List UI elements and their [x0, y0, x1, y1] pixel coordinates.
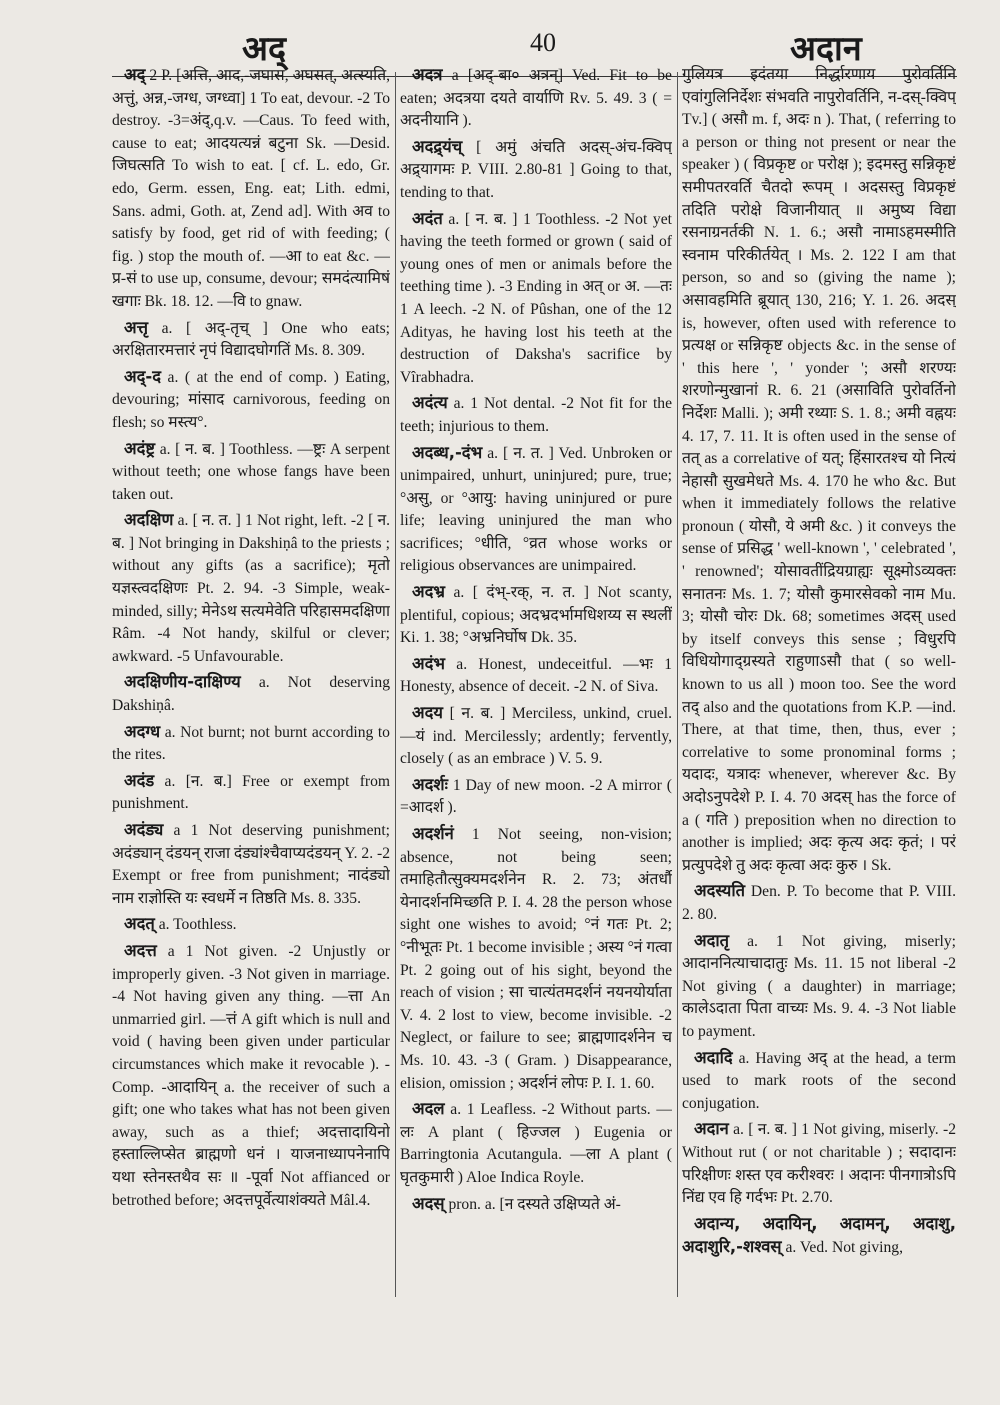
entry-definition: Den. P. To become that P. VIII. 2. 80. — [682, 883, 956, 923]
dictionary-entry — [112, 438, 390, 507]
entry-headword: अदान — [694, 1119, 729, 1139]
dictionary-entry — [112, 770, 390, 816]
entry-headword: अदत्र — [412, 65, 443, 84]
dictionary-entry — [400, 653, 672, 699]
column-2 — [400, 64, 672, 1296]
entry-definition: a 1 Not given. -2 Unjustly or improperly given. -3 Not given in marriage. -4 Not having given any thing. —त्ता An unmarried girl. —त्तं A gift which is null and void ( having been given under particular circumstances which make it revocable ). -Comp. -आदायिन् a. the receiver of such a gift; one who takes what has not been given away, such as a thief; अदत्तादायिनो हस्ताल्लिप्सेत ब्राह्मणो धनं । याजनाध्यापनेनापि यथा स्तेनस्तथैव सः ॥ -पूर्वा Not affianced or betrothed before; अदत्तपूर्वेत्याशंक्यते Mâl.4. — [112, 942, 390, 1209]
entry-headword: अदातृ — [694, 930, 730, 950]
entry-definition: a. [न. ब.] Free or exempt from punishment. — [112, 772, 390, 813]
entry-definition: a. [ न. ब. ] Toothless. —ष्ट्रः A serpent without teeth; one whose fangs have been taken out. — [112, 440, 390, 503]
dictionary-entry — [682, 1213, 956, 1260]
page-number: 40 — [530, 28, 556, 57]
dictionary-entry — [112, 913, 390, 937]
entry-headword: अद् — [124, 65, 146, 84]
dictionary-entry — [400, 136, 672, 205]
entry-headword: अदक्षिणीय-दाक्षिण्य — [124, 672, 241, 692]
entry-definition: a. Honest, undeceitful. —भः 1 Honesty, absence of deceit. -2 N. of Siva. — [400, 655, 672, 696]
dictionary-entry — [400, 208, 672, 390]
entry-headword: अदंत — [412, 208, 443, 228]
entry-headword: अदल — [412, 1099, 445, 1119]
entry-definition: a. 1 Not dental. -2 Not fit for the teeth; injurious to them. — [400, 395, 672, 435]
entry-definition: a. 1 Not giving, miserly; आदाननित्याचादातुः Ms. 11. 15 not liberal -2 Not giving ( a daughter) in marriage; कालेऽदाता पिता वाच्यः Ms. 9. 4. -3 Not liable to payment. — [682, 932, 956, 1040]
dictionary-entry — [400, 392, 672, 438]
entry-definition: a. Having अद् at the head, a term used to mark roots of the second conjugation. — [682, 1049, 956, 1112]
entry-headword: अदान्य, अदायिन्, अदामन्, अदाशु, अदाशुरि,-शश्वस् — [682, 1213, 956, 1257]
entry-definition: गुलियत्र इदंतया निर्द्धारणाय पुरोवर्तिनि एवांगुलिनिर्देशः संभवति नापुरोवर्तिनि, न-दस्-क्विप् Tv.] ( असौ m. f, अदः n ). That, ( referring to a person or thing not present or near the speaker ) ( विप्रकृष्ट or परोक्ष ); इदमस्तु सन्निकृष्टं समीपतरवर्ति चैतदो रूपम् । अदसस्तु विप्रकृष्टं तदिति परोक्षे विजानीयात् ॥ अमुष्य विद्या रसनाग्रनर्तकी N. 1. 6.; असौ नामाऽहमस्मीति स्वनाम परिकीर्तयेत् । Ms. 2. 122 I am that person, so and so (giving the name ); असावहमिति ब्रूयात् 130, 216; Y. 1. 26. अदस् is, however, often used with reference to प्रत्यक्ष or सन्निकृष्ट objects &c. in the sense of ' this here ', ' yonder '; असौ शरण्यः शरणोन्मुखानां R. 6. 21 (असाविति पुरोवर्तिनो निर्देशः Malli. ); अमी रथ्याः S. 1. 8.; अमी वह्नयः 4. 17, 7. 11. It is often used in the sense of तत् as a correlative of यत्; हिंसारतश्च यो नित्यं नेहासौ सुखमेधते Ms. 4. 170 he who &c. But when it immediately follows the relative pronoun ( योसौ, ये अमी &c. ) it conveys the sense of प्रसिद्ध ' well-known ', ' celebrated ', ' renowned'; योसावतींद्रियग्राह्यः सूक्ष्मोऽव्यक्तः सनातनः Ms. 1. 7; योसौ कुमारसेवको नाम Mu. 3; योसौ चोरः Dk. 68; sometimes अदस् used by itself conveys this sense ; विधुरपि विधियोगाद्ग्रस्यते राहुणाऽसौ that ( so well-known to us all ) moon too. See the word तद् also and the quotations from K.P. —ind. There, at that time, then, thus, ever ; correlative to some pronominal forms ; यदादः, यत्रादः whenever, wherever &c. By अदोऽनुपदेशे P. I. 4. 70 अदस् has the force of a ( गति ) preposition when no direction to another is implied; अदः कृत्य अदः कृतं; । परं प्रत्युपदेशे तु अदः कृत्वा अदः कुरु । Sk. — [682, 66, 956, 874]
entry-headword: अदय — [412, 703, 443, 723]
entry-headword: अदग्ध — [124, 721, 161, 741]
right-running-headword: अदान — [790, 29, 862, 69]
dictionary-entry — [112, 64, 390, 314]
entry-definition: a. [ अद्-तृच् ] One who eats; अरक्षितारमत्तारं नृपं विद्यादघोगतिं Ms. 8. 309. — [112, 319, 390, 360]
entry-definition: 1 Day of new moon. -2 A mirror ( =आदर्श ). — [400, 776, 672, 817]
entry-definition: a. [ न. त. ] 1 Not right, left. -2 [ न. ब. ] Not bringing in Dakshiṇâ to the priests ; without any gifts (as a sacrifice); मृतो यज्ञस्त्वदक्षिणः Pt. 2. 94. -3 Simple, weak-minded, silly; मेनेऽथ सत्यमेवेति परिहासमदक्षिणा Râm. -4 Not handy, skilful or clever; awkward. -5 Unfavourable. — [112, 512, 390, 665]
column-divider — [677, 72, 678, 1297]
entry-headword: अदर्शनं — [412, 824, 454, 843]
entry-headword: अदभ्र — [412, 582, 445, 602]
entry-definition: [ न. ब. ] Merciless, unkind, cruel. —यं ind. Mercilessly; ardently; fervently, closely ( as an embrace ) V. 5. 9. — [400, 705, 672, 768]
entry-headword: अदत् — [124, 914, 155, 934]
entry-headword: अदक्षिण — [124, 510, 174, 530]
entry-definition: a. [ न. ब. ] 1 Toothless. -2 Not yet having the teeth formed or grown ( said of young ones of men or animals before the teething time ). -3 Ending in अत् or अ. —तः 1 A leech. -2 N. of Pûshan, one of the 12 Adityas, he having lost his teeth at the destruction of Daksha's sacrifice by Vîrabhadra. — [400, 210, 672, 386]
entry-definition: a 1 Not deserving punishment; अदंड्यान् दंडयन् राजा दंड्यांश्चैवाप्यदंडयन् Y. 2. -2 Exempt or free from punishment; नादंड्यो नाम राज्ञोस्ति यः स्वधर्मे न तिष्ठति Ms. 8. 335. — [112, 822, 390, 907]
entry-headword: अदब्ध,-दंभ — [412, 442, 483, 462]
entry-headword: अदंष्ट्र — [124, 438, 156, 458]
entry-definition: a. [ दंभ्-रक्, न. त. ] Not scanty, plentiful, copious; अदभ्रदर्भामधिशय्य स स्थलीं Ki. 1. 38; °अभ्रनिर्घोष Dk. 35. — [400, 584, 672, 647]
entry-headword: अदंड — [124, 770, 155, 790]
column-1 — [112, 64, 390, 1296]
dictionary-entry — [112, 671, 390, 717]
column-divider — [395, 72, 396, 1297]
dictionary-entry — [400, 823, 672, 1095]
dictionary-entry — [112, 509, 390, 668]
entry-headword: अदर्शः — [412, 774, 448, 794]
dictionary-entry — [112, 940, 390, 1212]
entry-headword: अदद्र्यंच् — [412, 136, 463, 156]
entry-headword: अदत्त — [124, 940, 157, 960]
dictionary-entry — [400, 1098, 672, 1189]
entry-definition: a. 1 Leafless. -2 Without parts. —लः A plant ( हिज्जल ) Eugenia or Barringtonia Acutangula. —ला A plant ( घृतकुमारी ) Aloe Indica Royle. — [400, 1101, 672, 1186]
entry-definition: a. ( at the end of comp. ) Eating, devouring; मांसाद carnivorous, feeding on flesh; so मस्त्य°. — [112, 368, 390, 431]
dictionary-entry — [400, 702, 672, 771]
entry-definition: pron. a. [न दस्यते उक्षिप्यते अं- — [448, 1195, 621, 1213]
dictionary-entry — [682, 1047, 956, 1116]
entry-definition: a. Ved. Not giving, — [785, 1239, 903, 1257]
entry-headword: अदादि — [694, 1047, 733, 1067]
entry-headword: अत्तृ — [124, 317, 149, 337]
dictionary-entry — [112, 819, 390, 910]
dictionary-entry — [400, 774, 672, 820]
entry-headword: अदंत्य — [412, 393, 448, 413]
entry-definition: a. [ न. ब. ] 1 Not giving, miserly. -2 Without rut ( or not charitable ) ; सदादानः परिक्षीणः शस्त एव करीश्वरः । अदानः पीनगात्रोऽपि निंद्य एव हि गर्दभः Pt. 2.70. — [682, 1121, 956, 1207]
entry-definition: a. Not deserving Dakshiṇâ. — [112, 674, 390, 715]
entry-definition: [ अमुं अंचति अदस्-अंच-क्विप् अद्र्यागमः P. VIII. 2.80-81 ] Going to that, tending to that. — [400, 138, 672, 201]
dictionary-entry — [682, 930, 956, 1044]
dictionary-entry — [112, 366, 390, 435]
entry-headword: अदंड्य — [124, 820, 164, 839]
dictionary-entry — [112, 721, 390, 767]
column-3 — [682, 64, 956, 1296]
dictionary-entry — [112, 317, 390, 363]
entry-definition: 1 Not seeing, non-vision; absence, not being seen; तमाहितौत्सुक्यमदर्शनेन R. 2. 73; अंतर्धौ येनादर्शनमिच्छति P. I. 4. 28 the person whose sight one wishes to avoid; °नं गतः Pt. 2; °नीभूतः Pt. 1 become invisible ; अस्य °नं गत्वा Pt. 2 going out of his sight, beyond the reach of vision ; सा चात्यंतमदर्शनं नयनयोर्याता V. 4. 2 lost to view, become invisible. -2 Neglect, or failure to see; ब्राह्मणादर्शनेन च Ms. 10. 43. -3 ( Gram. ) Disappearance, elision, omission ; अदर्शनं लोपः P. I. 1. 60. — [400, 826, 672, 1092]
entry-headword: अदस् — [412, 1193, 445, 1213]
entry-definition: a. Not burnt; not burnt according to the rites. — [112, 723, 390, 764]
entry-headword: अद्-द — [124, 366, 161, 386]
entry-definition: a. [ न. त. ] Ved. Unbroken or unimpaired, unhurt, uninjured; pure, true; °असु, or °आयु: having uninjured or pure life; leaving uninjured the man who sacrifices; °धीति, °व्रत whose works or religious observances are unimpaired. — [400, 444, 672, 575]
dictionary-entry — [682, 1118, 956, 1209]
entry-definition: a [अद्-बा० अत्रन्] Ved. Fit to be eaten; अदत्रया दयते वार्याणि Rv. 5. 49. 3 ( = अदनीयानि ). — [400, 67, 672, 130]
dictionary-entry — [400, 581, 672, 650]
dictionary-entry — [400, 64, 672, 133]
dictionary-entry — [400, 1193, 672, 1217]
left-running-headword: अद् — [242, 29, 287, 69]
entry-headword: अदंभ — [412, 653, 445, 673]
dictionary-entry — [682, 64, 956, 877]
entry-definition: 2 P. [अत्ति, आद,-जघास, अघसत्, अत्स्यति, अत्तुं, अन्न,-जग्ध, जग्ध्वा] 1 To eat, devour. -2 To destroy. -3=अंद्,q.v. —Caus. To feed with, cause to eat; आदयत्यन्नं बटुना Sk. —Desid. जिघत्सति To wish to eat. [ cf. L. edo, Gr. edo, Germ. essen, Eng. eat; Lith. edmi, Sans. admi, Goth. at, Zend ad]. With अव to satisfy by food, get rid of with feeding; ( fig. ) stop the mouth of. —आ to eat &c. —प्र-सं to use up, consume, devour; समदंत्यामिषं खगाः Bk. 18. 12. —वि to gnaw. — [112, 67, 390, 310]
entry-headword: अदस्यति — [694, 881, 746, 901]
entry-definition: a. Toothless. — [158, 916, 237, 934]
dictionary-entry — [682, 880, 956, 926]
dictionary-entry — [400, 442, 672, 579]
